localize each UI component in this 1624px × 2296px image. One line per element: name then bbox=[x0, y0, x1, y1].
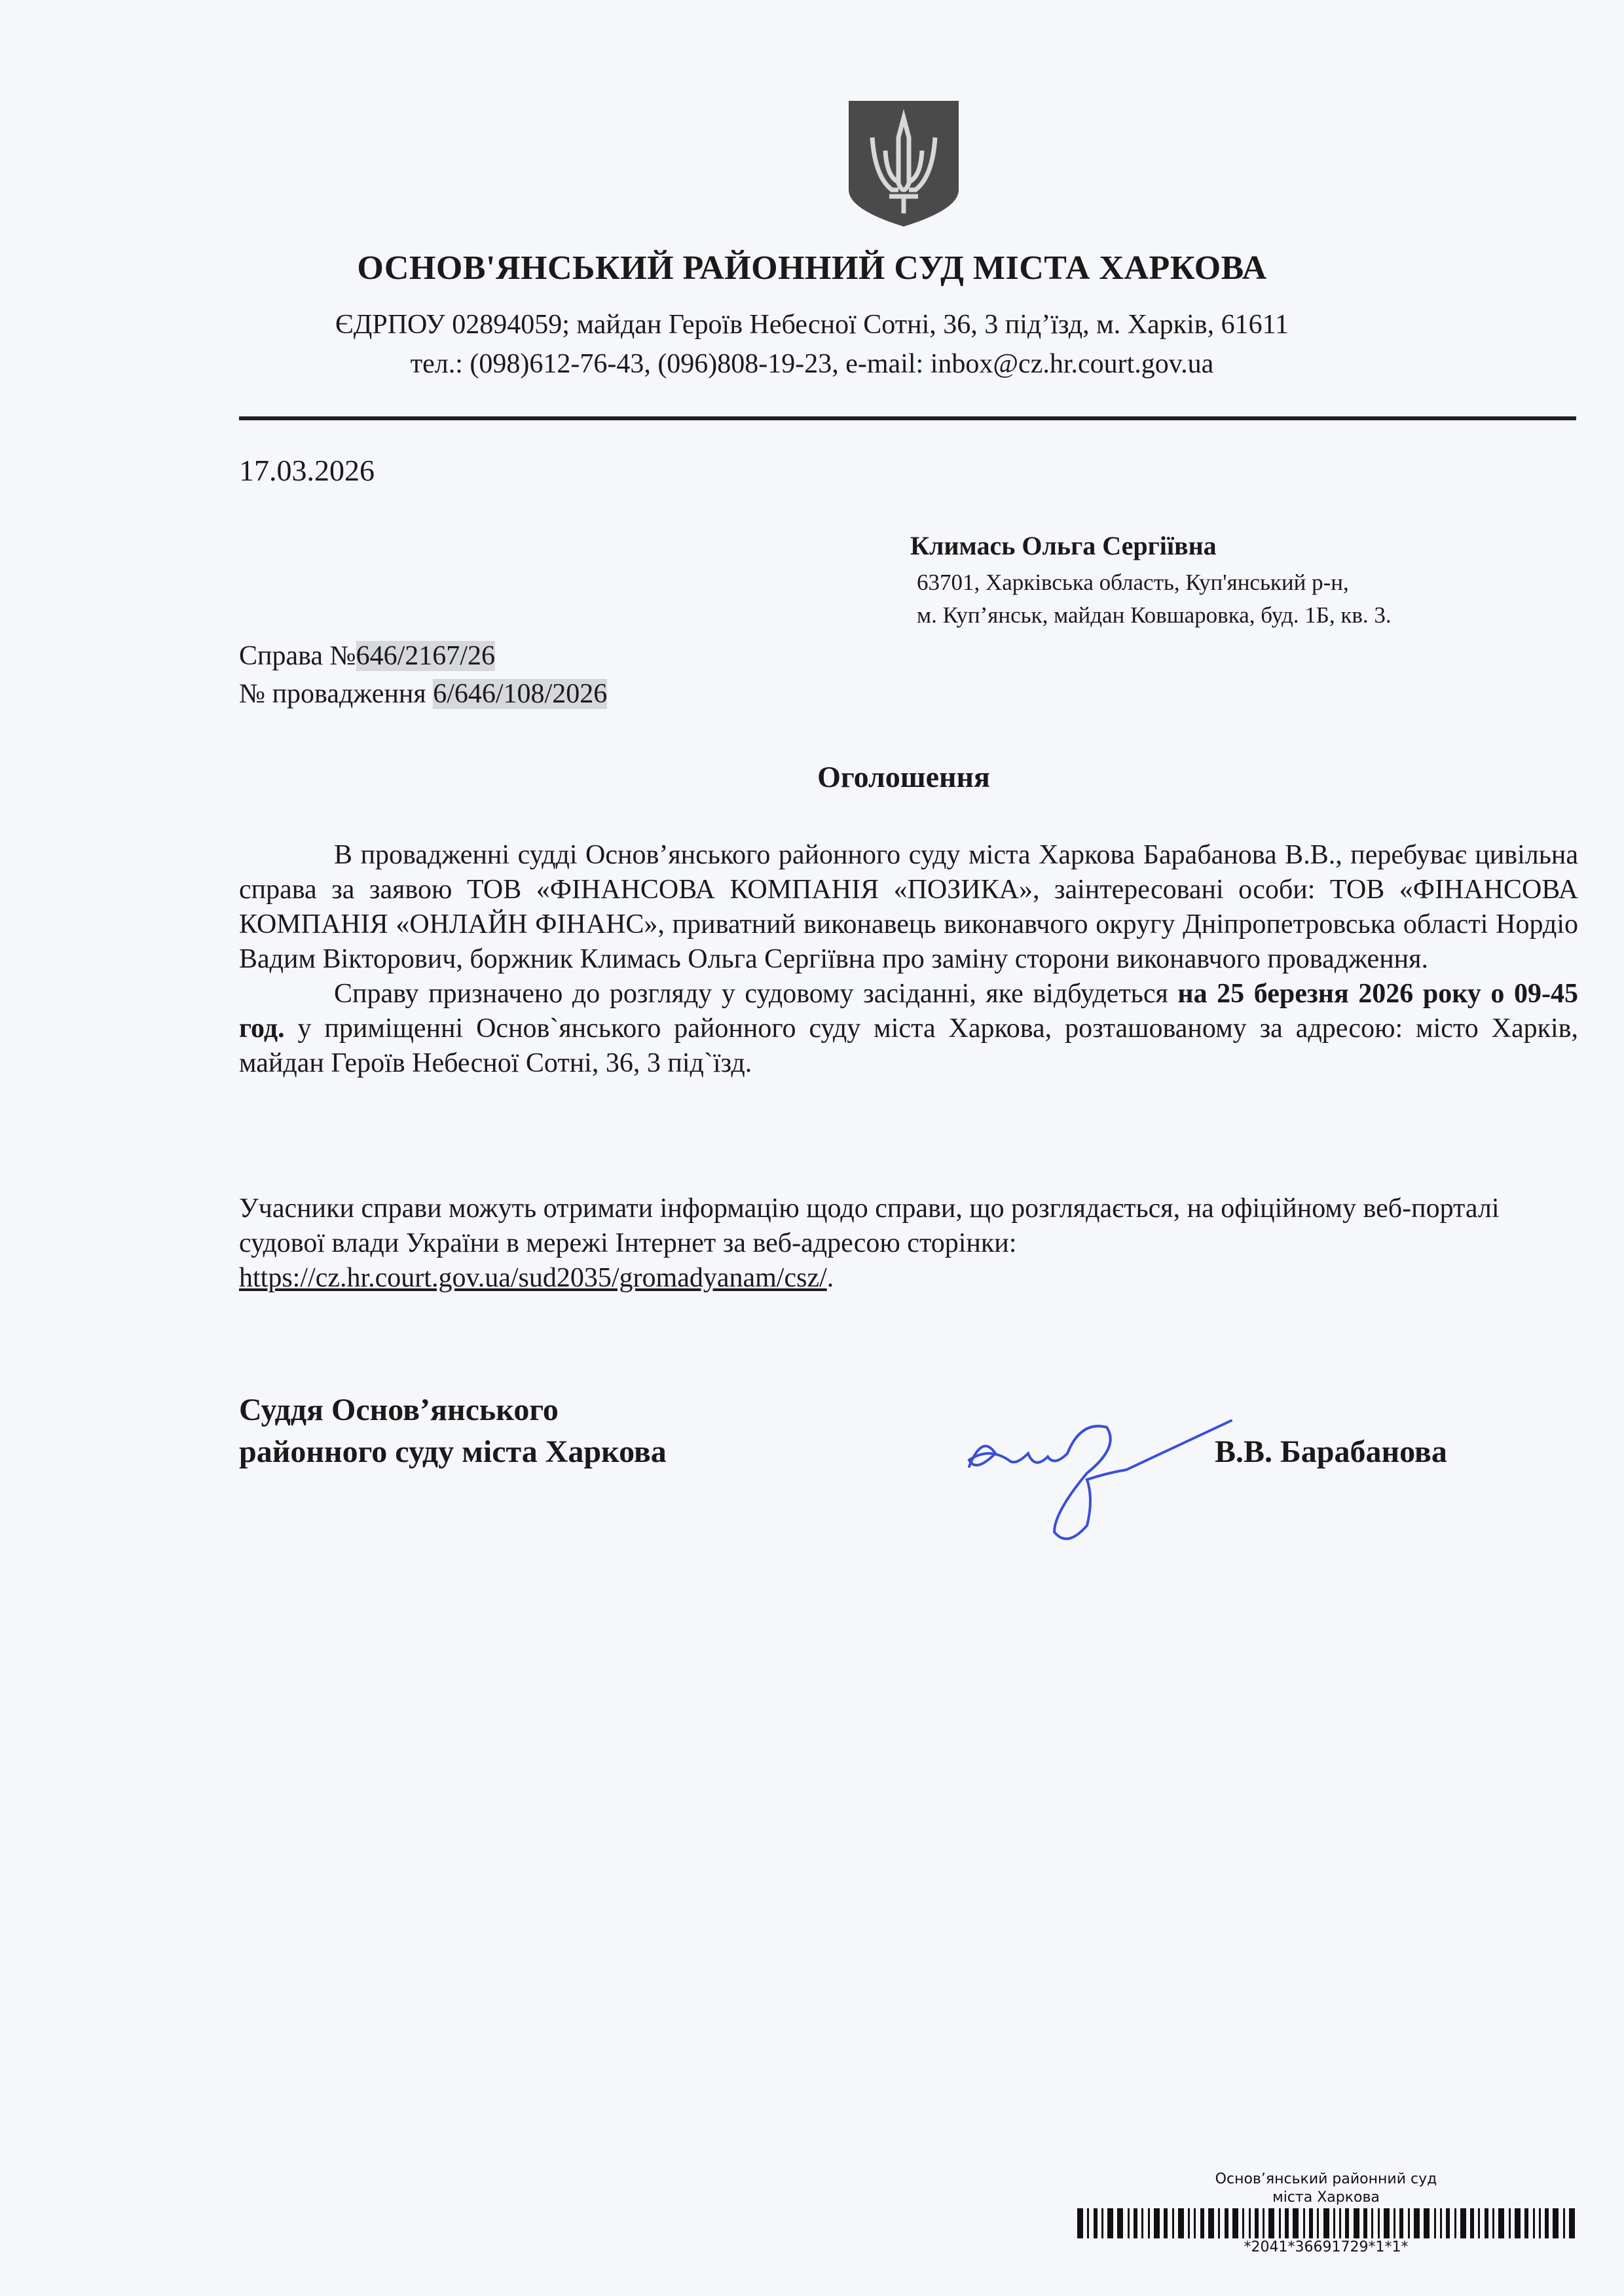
stamp-line1: Основ’янський районний суд bbox=[1215, 2171, 1437, 2187]
case-number: 646/2167/26 bbox=[356, 641, 495, 671]
barcode-bar bbox=[1492, 2208, 1494, 2238]
barcode-bar bbox=[1323, 2208, 1329, 2238]
header-divider bbox=[239, 416, 1576, 420]
barcode-bar bbox=[1446, 2208, 1450, 2238]
barcode-bar bbox=[1154, 2208, 1160, 2238]
barcode-bar bbox=[1524, 2208, 1528, 2238]
barcode-bar bbox=[1309, 2208, 1313, 2238]
barcode-bar bbox=[1414, 2208, 1420, 2238]
barcode-bar bbox=[1134, 2208, 1137, 2238]
barcode-bar bbox=[1509, 2208, 1511, 2238]
court-contacts: тел.: (098)612-76-43, (096)808-19-23, e-mail: inbox@cz.hr.court.gov.ua bbox=[410, 349, 1214, 379]
judge-name: В.В. Барабанова bbox=[1215, 1434, 1447, 1469]
handwritten-signature bbox=[956, 1408, 1244, 1545]
barcode-bar bbox=[1117, 2208, 1123, 2238]
court-name: ОСНОВ'ЯНСЬКИЙ РАЙОННИЙ СУД МІСТА ХАРКОВА bbox=[357, 249, 1267, 287]
barcode-bar bbox=[1371, 2208, 1373, 2238]
barcode-bar bbox=[1454, 2208, 1456, 2238]
barcode-bar bbox=[1285, 2208, 1289, 2238]
stamp-line2: міста Харкова bbox=[1272, 2189, 1380, 2206]
barcode-bar bbox=[1303, 2208, 1305, 2238]
proceeding-label: № провадження bbox=[239, 679, 434, 709]
barcode-bar bbox=[1569, 2208, 1575, 2238]
info-paragraph bbox=[239, 1192, 1578, 1296]
barcode-bar bbox=[1470, 2208, 1474, 2238]
recipient-address-line1: 63701, Харківська область, Куп'янський р-н, bbox=[917, 570, 1349, 595]
registration-stamp bbox=[1074, 2170, 1578, 2257]
barcode-bar bbox=[1188, 2208, 1190, 2238]
barcode-bar bbox=[1345, 2208, 1349, 2238]
recipient-name: Климась Ольга Сергіївна bbox=[910, 531, 1217, 560]
barcode-bar bbox=[1178, 2208, 1184, 2238]
notice-paragraph-1: В провадженні судді Основ’янського районного суду міста Харкова Барабанова В.В., перебуває цивільна справа за заявою ТОВ «ФІНАНСОВА КОМПАНІЯ «ПОЗИКА», заінтересовані особи: ТОВ «ФІНАНСОВА КОМПАНІЯ «ОНЛАЙН ФІНАНС», приватний виконавець виконавчого округу Дніпропетровська області Нордіо Вадим Вікторович, боржник Климась Ольга Сергіївна про заміну сторони виконавчого провадження. bbox=[239, 840, 1578, 974]
notice-title: Оголошення bbox=[817, 760, 990, 793]
barcode-bar bbox=[1249, 2208, 1251, 2238]
barcode-bar bbox=[1268, 2208, 1274, 2238]
barcode-bar bbox=[1242, 2208, 1244, 2238]
barcode-bar bbox=[1440, 2208, 1442, 2238]
barcode-bar bbox=[1553, 2208, 1559, 2238]
paragraph2-end: у приміщенні Основ`янського районного суду міста Харкова, розташованому за адресою: місто Харків, майдан Героїв Небесної Сотні, 36, 3 під`їзд. bbox=[239, 1013, 1578, 1078]
info-text: Учасники справи можуть отримати інформацію щодо справи, що розглядається, на офіційному веб-порталі судової влади України в мережі Інтернет за веб-адресою сторінки: bbox=[239, 1194, 1500, 1258]
judge-title-line1: Суддя Основ’янського bbox=[239, 1393, 559, 1427]
barcode-bar bbox=[1208, 2208, 1214, 2238]
paragraph2-start: Справу призначено до розгляду у судовому засіданні, яке відбудеться bbox=[334, 979, 1178, 1009]
barcode-bar bbox=[1408, 2208, 1410, 2238]
barcode-bar bbox=[1515, 2208, 1521, 2238]
court-portal-link[interactable]: https://cz.hr.court.gov.ua/sud2035/gromadyanam/csz/ bbox=[239, 1263, 827, 1293]
barcode bbox=[1077, 2208, 1575, 2238]
barcode-bar bbox=[1424, 2208, 1430, 2238]
barcode-bar bbox=[1533, 2208, 1535, 2238]
barcode-bar bbox=[1263, 2208, 1264, 2238]
barcode-bar bbox=[1539, 2208, 1541, 2238]
barcode-bar bbox=[1339, 2208, 1341, 2238]
barcode-bar bbox=[1200, 2208, 1204, 2238]
barcode-bar bbox=[1094, 2208, 1098, 2238]
case-number-line bbox=[239, 640, 495, 672]
coat-of-arms-icon bbox=[846, 98, 961, 229]
barcode-bar bbox=[1077, 2208, 1083, 2238]
court-details: ЄДРПОУ 02894059; майдан Героїв Небесної Сотні, 36, 3 під’їзд, м. Харків, 61611 bbox=[335, 310, 1289, 340]
barcode-bar bbox=[1293, 2208, 1299, 2238]
barcode-bar bbox=[1434, 2208, 1436, 2238]
barcode-bar bbox=[1354, 2208, 1359, 2238]
proceeding-number: 6/646/108/2026 bbox=[433, 679, 608, 709]
barcode-text: *2041*36691729*1*1* bbox=[1244, 2239, 1409, 2255]
judge-title-line2: районного суду міста Харкова bbox=[239, 1434, 667, 1469]
barcode-bar bbox=[1172, 2208, 1174, 2238]
notice-paragraph-2 bbox=[239, 977, 1578, 1081]
recipient-address-line2: м. Куп’янськ, майдан Ковшаровка, буд. 1Б, кв. 3. bbox=[917, 602, 1392, 628]
barcode-bar bbox=[1107, 2208, 1113, 2238]
case-label: Справа № bbox=[239, 641, 356, 671]
barcode-bar bbox=[1141, 2208, 1143, 2238]
barcode-bar bbox=[1317, 2208, 1319, 2238]
barcode-bar bbox=[1128, 2208, 1130, 2238]
barcode-bar bbox=[1563, 2208, 1565, 2238]
barcode-bar bbox=[1087, 2208, 1089, 2238]
barcode-bar bbox=[1384, 2208, 1390, 2238]
barcode-bar bbox=[1460, 2208, 1466, 2238]
proceeding-number-line bbox=[239, 678, 607, 710]
barcode-bar bbox=[1255, 2208, 1259, 2238]
barcode-bar bbox=[1498, 2208, 1504, 2238]
barcode-bar bbox=[1164, 2208, 1168, 2238]
barcode-bar bbox=[1363, 2208, 1367, 2238]
barcode-bar bbox=[1232, 2208, 1238, 2238]
barcode-bar bbox=[1378, 2208, 1380, 2238]
barcode-bar bbox=[1218, 2208, 1220, 2238]
hearing-datetime: на 25 березня 2026 року о 09-45 год. bbox=[239, 979, 1578, 1044]
barcode-bar bbox=[1333, 2208, 1335, 2238]
barcode-bar bbox=[1101, 2208, 1103, 2238]
barcode-bar bbox=[1148, 2208, 1150, 2238]
barcode-bar bbox=[1399, 2208, 1403, 2238]
barcode-bar bbox=[1485, 2208, 1488, 2238]
barcode-bar bbox=[1225, 2208, 1228, 2238]
link-suffix: . bbox=[826, 1263, 834, 1293]
barcode-bar bbox=[1545, 2208, 1549, 2238]
barcode-bar bbox=[1393, 2208, 1395, 2238]
barcode-bar bbox=[1279, 2208, 1281, 2238]
barcode-bar bbox=[1478, 2208, 1480, 2238]
notice-body bbox=[239, 838, 1578, 1081]
document-date: 17.03.2026 bbox=[239, 454, 375, 487]
barcode-bar bbox=[1194, 2208, 1196, 2238]
